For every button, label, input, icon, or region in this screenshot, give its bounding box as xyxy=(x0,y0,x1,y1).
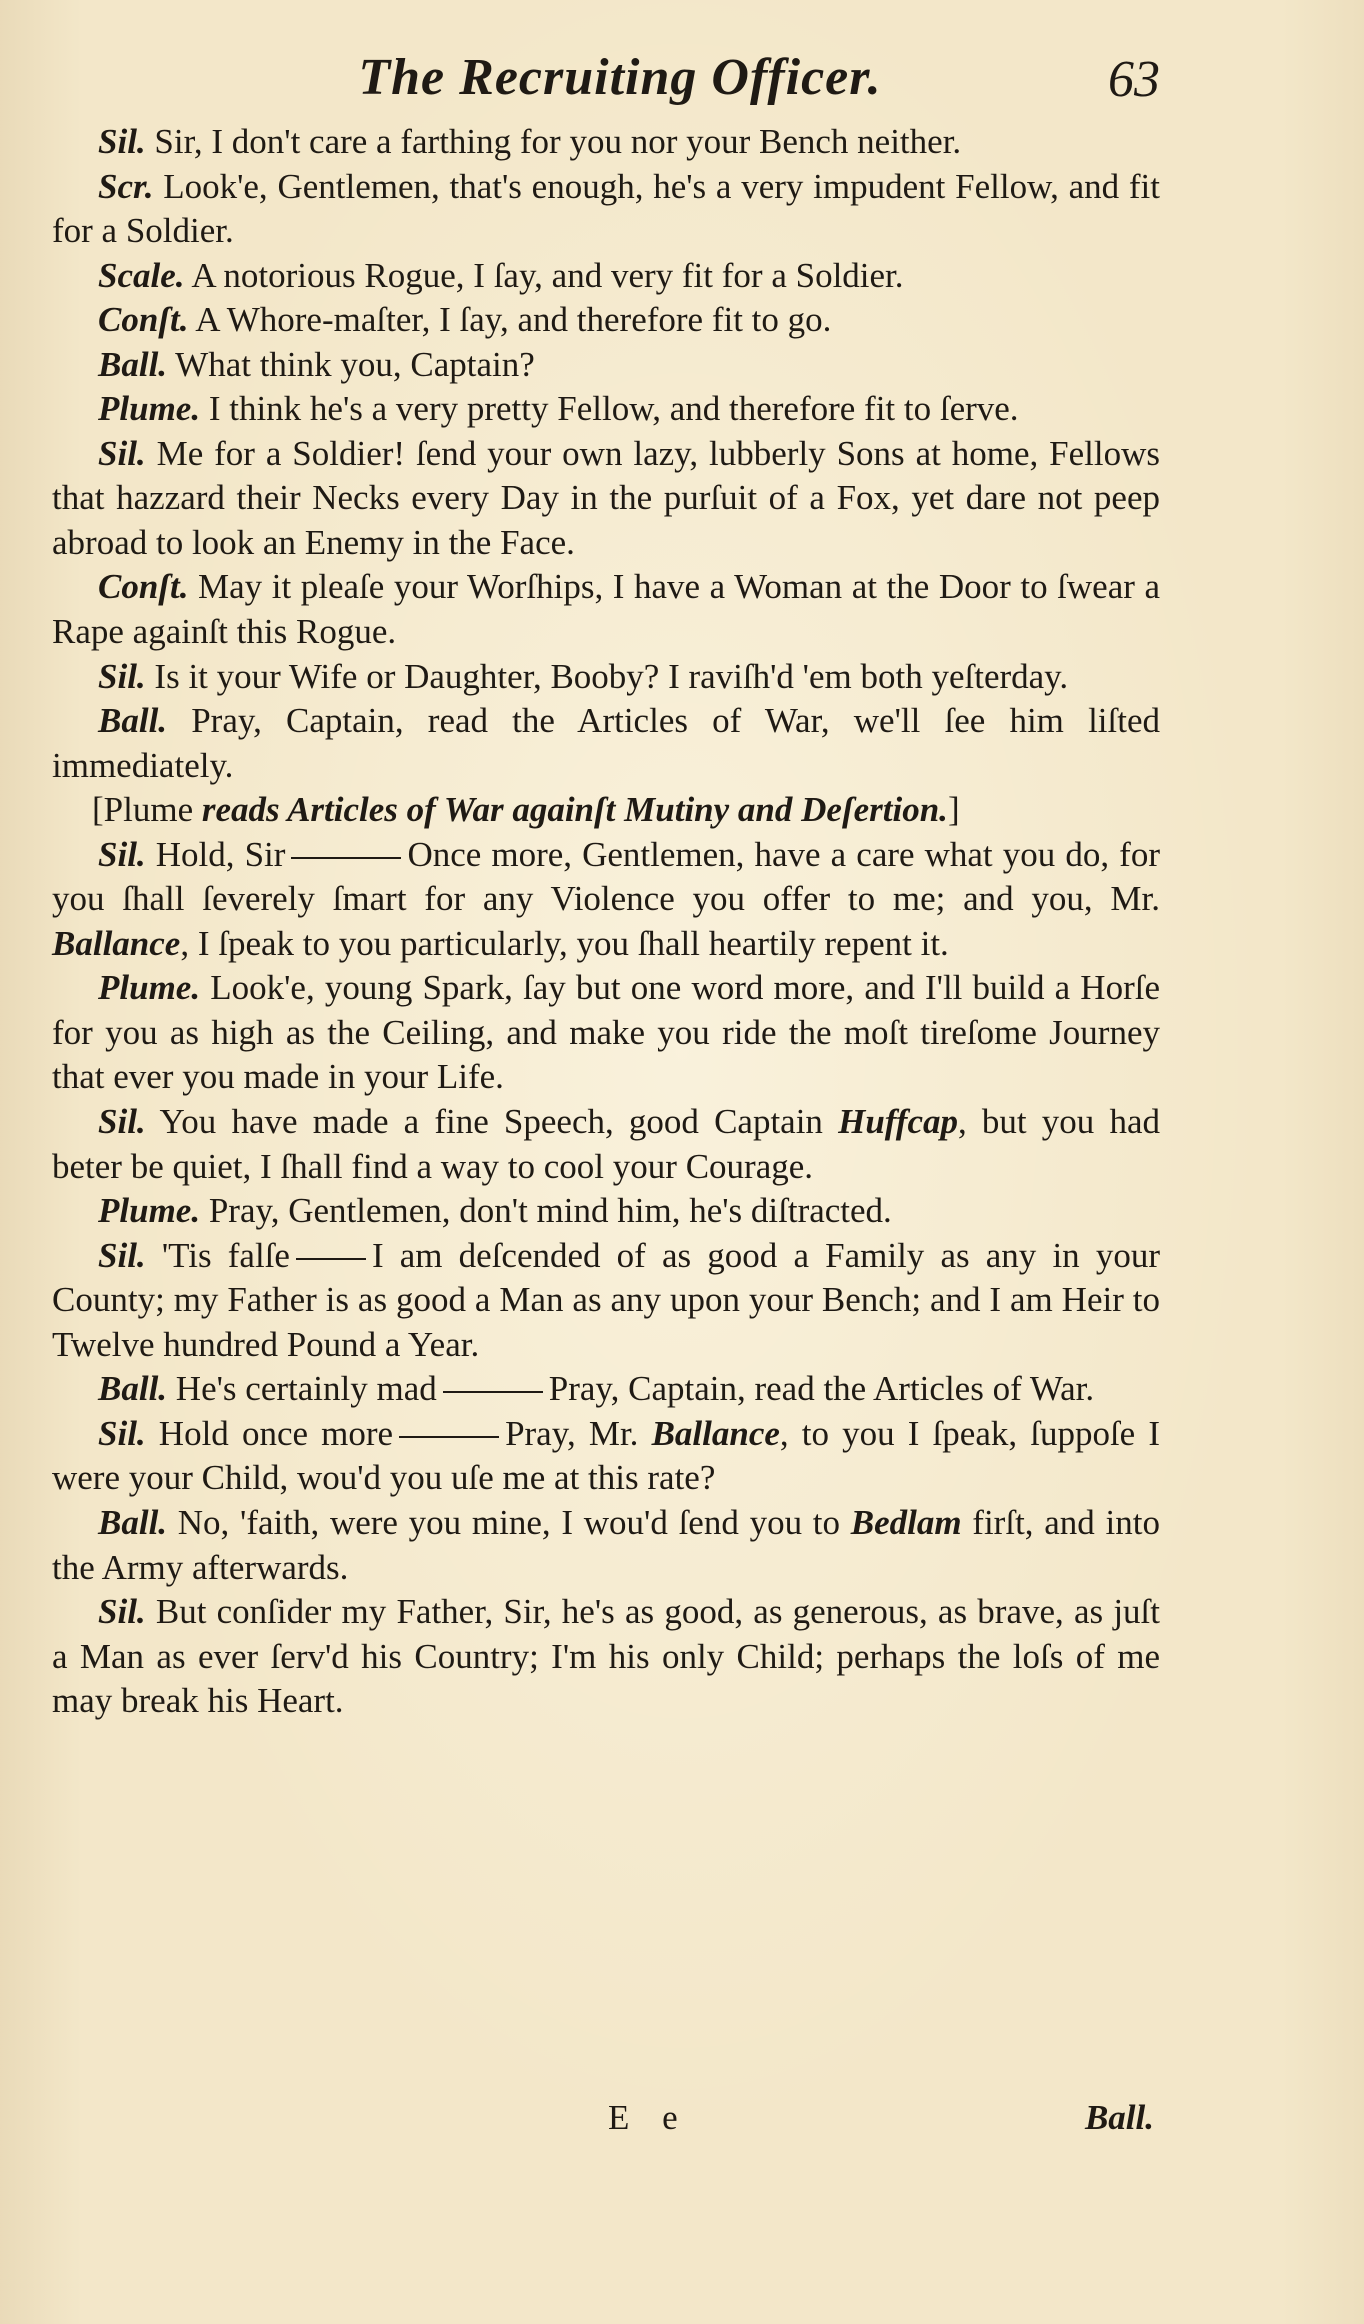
page-footer xyxy=(0,2098,1364,2148)
dialogue-paragraph-6 xyxy=(52,387,1160,432)
speech-text: I am deſcended of as good a Family as any in your County; my Father is as good a Man as any upon your Bench; and I am Heir to Twelve hundred Pound a Year. xyxy=(52,1235,1160,1364)
dialogue-paragraph-10 xyxy=(52,699,1160,788)
dialogue-paragraph-17 xyxy=(52,1367,1160,1412)
speech-text: No, 'faith, were you mine, I wou'd ſend you to xyxy=(167,1502,851,1542)
page-number: 63 xyxy=(1108,51,1160,108)
speech-text: Look'e, young Spark, ſay but one word more, and I'll build a Horſe for you as high as the Ceiling, and make you ride the moſt tireſome Journey that ever you made in your Life. xyxy=(52,968,1160,1097)
speaker-name: Plume. xyxy=(98,389,201,429)
speech-text: Look'e, Gentlemen, that's enough, he's a very impudent Fellow, and fit for a Soldier. xyxy=(52,166,1160,251)
em-dash-rule xyxy=(399,1436,499,1438)
dialogue-text xyxy=(52,120,1160,1724)
speech-text: , but you had beter be quiet, I ſhall find a way to cool your Courage. xyxy=(52,1102,1160,1186)
speech-text: May it pleaſe your Worſhips, I have a Woman at the Door to ſwear a Rape againſt this Rogue. xyxy=(52,567,1160,652)
speech-text: But conſider my Father, Sir, he's as good, as generous, as brave, as juſt a Man as ever ſerv'd his Country; I'm his only Child; perhaps the loſs of me may break his Heart. xyxy=(52,1592,1160,1721)
em-dash-rule xyxy=(291,857,401,859)
speech-text: You have made a fine Speech, good Captain xyxy=(145,1102,839,1142)
speaker-name: Scr. xyxy=(98,166,154,206)
italic-name: Ballance xyxy=(651,1413,780,1453)
speaker-name: Sil. xyxy=(98,656,146,696)
dialogue-paragraph-9 xyxy=(52,655,1160,700)
speech-text: Hold, Sir xyxy=(145,834,286,874)
speaker-name: Sil. xyxy=(98,1592,146,1632)
speech-text: Hold once more xyxy=(145,1413,394,1453)
dialogue-paragraph-2 xyxy=(52,165,1160,254)
dialogue-paragraph-15 xyxy=(52,1189,1160,1234)
speaker-name: Ball. xyxy=(98,1502,168,1542)
speaker-name: Sil. xyxy=(98,1235,146,1275)
speaker-name: Ball. xyxy=(98,344,168,384)
speaker-name: Sil. xyxy=(98,1413,146,1453)
speaker-name: Sil. xyxy=(98,834,146,874)
italic-name: Ballance xyxy=(52,923,181,963)
speech-text: Pray, Gentlemen, don't mind him, he's diſtracted. xyxy=(200,1191,892,1231)
page-header xyxy=(0,48,1364,118)
speaker-name: Ball. xyxy=(98,1369,168,1409)
speech-text: Is it your Wife or Daughter, Booby? I raviſh'd 'em both yeſterday. xyxy=(145,656,1069,696)
speaker-name: Sil. xyxy=(98,433,146,473)
dialogue-paragraph-12 xyxy=(52,833,1160,967)
speech-text: A notorious Rogue, I ſay, and very fit for a Soldier. xyxy=(184,255,904,295)
stage-direction-prefix: [Plume xyxy=(92,790,202,830)
dialogue-paragraph-5 xyxy=(52,343,1160,388)
speaker-name: Sil. xyxy=(98,1102,146,1142)
speaker-name: Ball. xyxy=(98,701,168,741)
catchword: Ball. xyxy=(1084,2098,1154,2137)
stage-direction xyxy=(52,788,1160,833)
speech-text: Sir, I don't care a farthing for you nor your Bench neither. xyxy=(145,122,962,161)
italic-name: Bedlam xyxy=(850,1502,962,1542)
speech-text: Me for a Soldier! ſend your own lazy, lubberly Sons at home, Fellows that hazzard their Necks every Day in the purſuit of a Fox, yet dare not peep abroad to look an Enemy in the Face. xyxy=(52,433,1160,562)
signature-mark: E e xyxy=(608,2098,690,2137)
stage-direction-suffix: ] xyxy=(947,790,960,830)
speech-text: A Whore-maſter, I ſay, and therefore fit to go. xyxy=(188,300,832,340)
stage-direction-italic: reads Articles of War againſt Mutiny and Deſertion. xyxy=(201,790,948,830)
dialogue-paragraph-1 xyxy=(52,120,1160,165)
speech-text: , to you I ſpeak, ſuppoſe I were your Child, wou'd you uſe me at this rate? xyxy=(52,1413,1161,1498)
speaker-name: Sil. xyxy=(98,122,146,161)
speaker-name: Scale. xyxy=(98,255,185,295)
speech-text: What think you, Captain? xyxy=(167,344,535,384)
dialogue-paragraph-13 xyxy=(52,966,1160,1100)
em-dash-rule xyxy=(443,1391,543,1393)
dialogue-paragraph-18 xyxy=(52,1412,1160,1501)
dialogue-paragraph-20 xyxy=(52,1590,1160,1724)
speech-text: I think he's a very pretty Fellow, and therefore fit to ſerve. xyxy=(200,389,1019,429)
italic-name: Huffcap xyxy=(838,1102,958,1142)
dialogue-paragraph-4 xyxy=(52,298,1160,343)
speaker-name: Plume. xyxy=(98,968,201,1008)
dialogue-paragraph-3 xyxy=(52,254,1160,299)
speech-text: Pray, Captain, read the Articles of War. xyxy=(548,1369,1095,1409)
speech-text: firſt, and into the Army afterwards. xyxy=(52,1502,1160,1587)
dialogue-paragraph-14 xyxy=(52,1100,1160,1189)
speech-text: , I ſpeak to you particularly, you ſhall heartily repent it. xyxy=(180,923,949,963)
dialogue-paragraph-8 xyxy=(52,565,1160,654)
speech-text: Pray, Captain, read the Articles of War, we'll ſee him liſted immediately. xyxy=(52,701,1160,785)
dialogue-paragraph-16 xyxy=(52,1234,1160,1368)
speaker-name: Conſt. xyxy=(98,567,189,607)
speech-text: He's certainly mad xyxy=(167,1369,437,1409)
dialogue-paragraph-19 xyxy=(52,1501,1160,1590)
speech-text: Pray, Mr. xyxy=(505,1413,652,1453)
speech-text: Once more, Gentlemen, have a care what you do, for you ſhall ſeverely ſmart for any Violence you offer to me; and you, Mr. xyxy=(52,834,1160,919)
dialogue-paragraph-7 xyxy=(52,432,1160,566)
speech-text: 'Tis falſe xyxy=(145,1235,290,1275)
em-dash-rule xyxy=(296,1258,366,1260)
running-title: The Recruiting Officer. xyxy=(358,49,882,106)
speaker-name: Conſt. xyxy=(98,300,189,340)
speaker-name: Plume. xyxy=(98,1191,201,1231)
